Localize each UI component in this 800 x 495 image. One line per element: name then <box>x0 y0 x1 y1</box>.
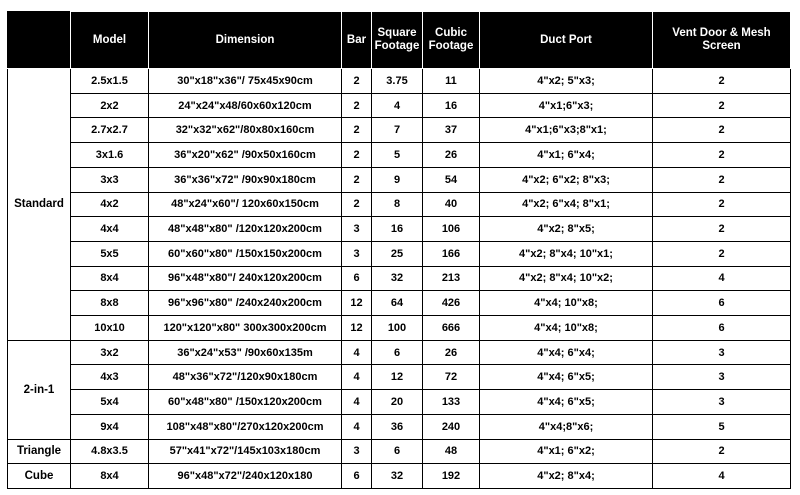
model-cell: 10x10 <box>71 316 149 341</box>
table-row <box>8 118 791 143</box>
header-cell-square-footage: Square Footage <box>372 12 423 69</box>
vent-door-cell: 2 <box>653 217 791 242</box>
dimension-cell: 120"x120"x80" 300x300x200cm <box>149 316 342 341</box>
square-footage-cell: 20 <box>372 390 423 415</box>
bar-cell: 2 <box>342 167 372 192</box>
duct-port-cell: 4"x2; 6"x2; 8"x3; <box>480 167 653 192</box>
cubic-footage-cell: 26 <box>423 340 480 365</box>
duct-port-cell: 4"x2; 6"x4; 8"x1; <box>480 192 653 217</box>
model-cell: 4x4 <box>71 217 149 242</box>
dimension-cell: 60"x48"x80" /150x120x200cm <box>149 390 342 415</box>
duct-port-cell: 4"x4; 6"x5; <box>480 365 653 390</box>
model-cell: 8x8 <box>71 291 149 316</box>
table-row <box>8 241 791 266</box>
dimension-cell: 32"x32"x62"/80x80x160cm <box>149 118 342 143</box>
cubic-footage-cell: 72 <box>423 365 480 390</box>
dimension-cell: 60"x60"x80" /150x150x200cm <box>149 241 342 266</box>
cubic-footage-cell: 16 <box>423 93 480 118</box>
header-cell-model: Model <box>71 12 149 69</box>
cubic-footage-cell: 133 <box>423 390 480 415</box>
duct-port-cell: 4"x2; 8"x5; <box>480 217 653 242</box>
model-cell: 5x5 <box>71 241 149 266</box>
square-footage-cell: 25 <box>372 241 423 266</box>
table-row <box>8 217 791 242</box>
square-footage-cell: 6 <box>372 439 423 464</box>
duct-port-cell: 4"x2; 8"x4; <box>480 464 653 489</box>
vent-door-cell: 2 <box>653 69 791 94</box>
cubic-footage-cell: 11 <box>423 69 480 94</box>
model-cell: 4.8x3.5 <box>71 439 149 464</box>
header-cell-duct-port: Duct Port <box>480 12 653 69</box>
square-footage-cell: 64 <box>372 291 423 316</box>
dimension-cell: 24"x24"x48/60x60x120cm <box>149 93 342 118</box>
bar-cell: 4 <box>342 414 372 439</box>
dimension-cell: 96"x96"x80" /240x240x200cm <box>149 291 342 316</box>
dimension-cell: 36"x24"x53" /90x60x135m <box>149 340 342 365</box>
vent-door-cell: 2 <box>653 143 791 168</box>
bar-cell: 3 <box>342 241 372 266</box>
bar-cell: 3 <box>342 217 372 242</box>
cubic-footage-cell: 37 <box>423 118 480 143</box>
spec-table <box>7 11 791 489</box>
table-row <box>8 390 791 415</box>
header-cell-bar: Bar <box>342 12 372 69</box>
cubic-footage-cell: 192 <box>423 464 480 489</box>
group-label: Standard <box>8 69 71 341</box>
dimension-cell: 48"x24"x60"/ 120x60x150cm <box>149 192 342 217</box>
model-cell: 4x3 <box>71 365 149 390</box>
vent-door-cell: 6 <box>653 291 791 316</box>
cubic-footage-cell: 666 <box>423 316 480 341</box>
vent-door-cell: 6 <box>653 316 791 341</box>
table-row <box>8 69 791 94</box>
header-row <box>8 12 791 69</box>
vent-door-cell: 3 <box>653 365 791 390</box>
square-footage-cell: 12 <box>372 365 423 390</box>
table-row <box>8 365 791 390</box>
square-footage-cell: 5 <box>372 143 423 168</box>
square-footage-cell: 6 <box>372 340 423 365</box>
square-footage-cell: 3.75 <box>372 69 423 94</box>
table-row <box>8 266 791 291</box>
table-body <box>8 69 791 489</box>
table-row <box>8 93 791 118</box>
dimension-cell: 36"x36"x72" /90x90x180cm <box>149 167 342 192</box>
table-row <box>8 291 791 316</box>
dimension-cell: 36"x20"x62" /90x50x160cm <box>149 143 342 168</box>
model-cell: 9x4 <box>71 414 149 439</box>
header-cell-vent-door: Vent Door & Mesh Screen <box>653 12 791 69</box>
duct-port-cell: 4"x4; 10"x8; <box>480 291 653 316</box>
square-footage-cell: 36 <box>372 414 423 439</box>
cubic-footage-cell: 426 <box>423 291 480 316</box>
bar-cell: 12 <box>342 316 372 341</box>
square-footage-cell: 32 <box>372 266 423 291</box>
model-cell: 8x4 <box>71 464 149 489</box>
dimension-cell: 57"x41"x72"/145x103x180cm <box>149 439 342 464</box>
model-cell: 3x1.6 <box>71 143 149 168</box>
model-cell: 5x4 <box>71 390 149 415</box>
cubic-footage-cell: 106 <box>423 217 480 242</box>
bar-cell: 2 <box>342 69 372 94</box>
bar-cell: 6 <box>342 464 372 489</box>
cubic-footage-cell: 40 <box>423 192 480 217</box>
group-label: Cube <box>8 464 71 489</box>
table-row <box>8 192 791 217</box>
cubic-footage-cell: 213 <box>423 266 480 291</box>
cubic-footage-cell: 166 <box>423 241 480 266</box>
bar-cell: 2 <box>342 143 372 168</box>
square-footage-cell: 4 <box>372 93 423 118</box>
duct-port-cell: 4"x4;8"x6; <box>480 414 653 439</box>
duct-port-cell: 4"x2; 5"x3; <box>480 69 653 94</box>
table-row <box>8 439 791 464</box>
dimension-cell: 108"x48"x80"/270x120x200cm <box>149 414 342 439</box>
bar-cell: 4 <box>342 340 372 365</box>
duct-port-cell: 4"x2; 8"x4; 10"x2; <box>480 266 653 291</box>
vent-door-cell: 3 <box>653 390 791 415</box>
duct-port-cell: 4"x4; 6"x5; <box>480 390 653 415</box>
table-row <box>8 414 791 439</box>
model-cell: 2x2 <box>71 93 149 118</box>
duct-port-cell: 4"x1; 6"x4; <box>480 143 653 168</box>
vent-door-cell: 2 <box>653 241 791 266</box>
square-footage-cell: 100 <box>372 316 423 341</box>
cubic-footage-cell: 54 <box>423 167 480 192</box>
vent-door-cell: 2 <box>653 439 791 464</box>
square-footage-cell: 8 <box>372 192 423 217</box>
header-cell-group <box>8 12 71 69</box>
square-footage-cell: 7 <box>372 118 423 143</box>
model-cell: 8x4 <box>71 266 149 291</box>
duct-port-cell: 4"x1;6"x3;8"x1; <box>480 118 653 143</box>
dimension-cell: 96"x48"x80"/ 240x120x200cm <box>149 266 342 291</box>
model-cell: 4x2 <box>71 192 149 217</box>
cubic-footage-cell: 26 <box>423 143 480 168</box>
bar-cell: 2 <box>342 192 372 217</box>
vent-door-cell: 5 <box>653 414 791 439</box>
dimension-cell: 48"x36"x72"/120x90x180cm <box>149 365 342 390</box>
bar-cell: 6 <box>342 266 372 291</box>
duct-port-cell: 4"x1;6"x3; <box>480 93 653 118</box>
vent-door-cell: 2 <box>653 118 791 143</box>
vent-door-cell: 4 <box>653 266 791 291</box>
table-row <box>8 316 791 341</box>
duct-port-cell: 4"x1; 6"x2; <box>480 439 653 464</box>
cubic-footage-cell: 48 <box>423 439 480 464</box>
vent-door-cell: 3 <box>653 340 791 365</box>
bar-cell: 3 <box>342 439 372 464</box>
vent-door-cell: 2 <box>653 93 791 118</box>
duct-port-cell: 4"x2; 8"x4; 10"x1; <box>480 241 653 266</box>
square-footage-cell: 16 <box>372 217 423 242</box>
model-cell: 2.7x2.7 <box>71 118 149 143</box>
bar-cell: 4 <box>342 390 372 415</box>
dimension-cell: 96"x48"x72"/240x120x180 <box>149 464 342 489</box>
bar-cell: 2 <box>342 93 372 118</box>
model-cell: 3x2 <box>71 340 149 365</box>
vent-door-cell: 2 <box>653 167 791 192</box>
header-cell-dimension: Dimension <box>149 12 342 69</box>
table-row <box>8 340 791 365</box>
dimension-cell: 30"x18"x36"/ 75x45x90cm <box>149 69 342 94</box>
square-footage-cell: 9 <box>372 167 423 192</box>
dimension-cell: 48"x48"x80" /120x120x200cm <box>149 217 342 242</box>
table-row <box>8 143 791 168</box>
vent-door-cell: 4 <box>653 464 791 489</box>
vent-door-cell: 2 <box>653 192 791 217</box>
bar-cell: 4 <box>342 365 372 390</box>
table-row <box>8 167 791 192</box>
square-footage-cell: 32 <box>372 464 423 489</box>
bar-cell: 12 <box>342 291 372 316</box>
group-label: 2-in-1 <box>8 340 71 439</box>
model-cell: 2.5x1.5 <box>71 69 149 94</box>
header-cell-cubic-footage: Cubic Footage <box>423 12 480 69</box>
cubic-footage-cell: 240 <box>423 414 480 439</box>
model-cell: 3x3 <box>71 167 149 192</box>
table-row <box>8 464 791 489</box>
bar-cell: 2 <box>342 118 372 143</box>
duct-port-cell: 4"x4; 6"x4; <box>480 340 653 365</box>
group-label: Triangle <box>8 439 71 464</box>
duct-port-cell: 4"x4; 10"x8; <box>480 316 653 341</box>
